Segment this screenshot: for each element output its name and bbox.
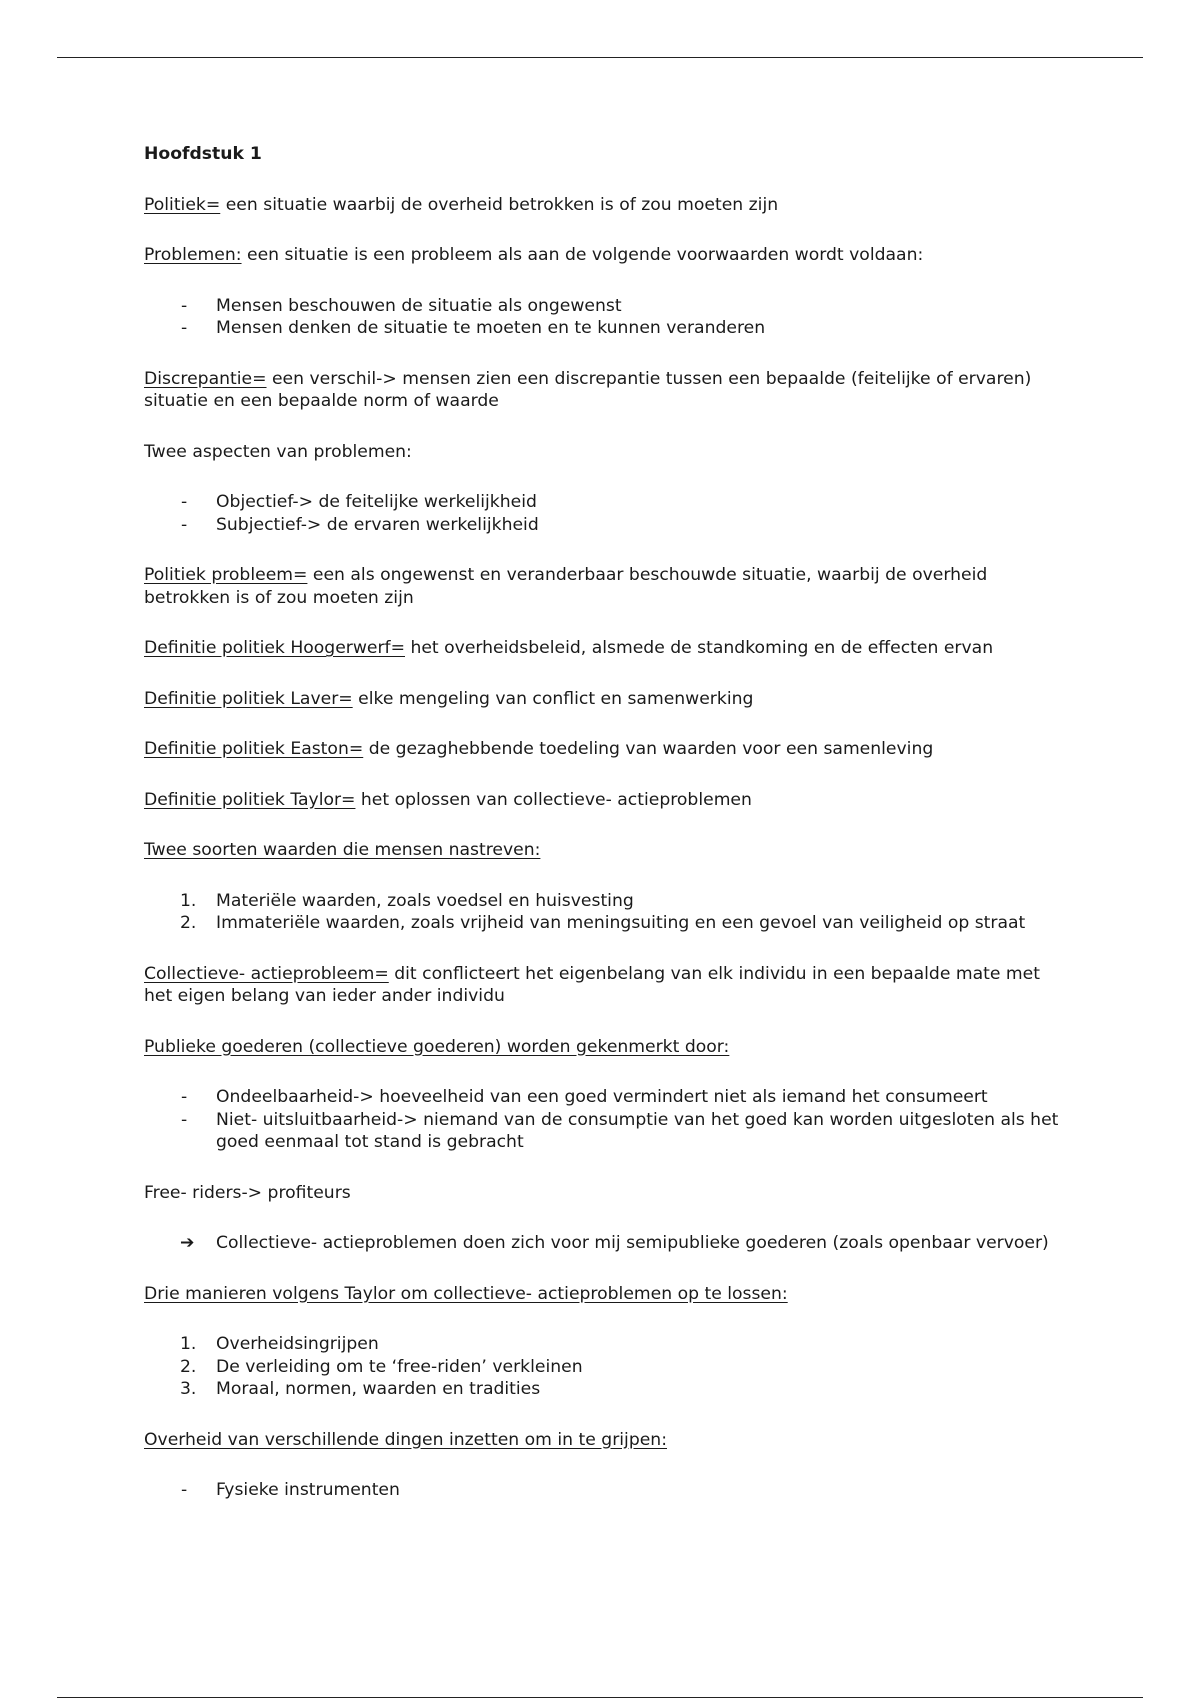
list-item: 2. Immateriële waarden, zoals vrijheid van meningsuiting en een gevoel van veiligheid op straat	[180, 913, 1026, 933]
manieren-list	[144, 1333, 1064, 1401]
definition-discrepantie	[144, 368, 1064, 413]
term: Collectieve- actieprobleem=	[144, 963, 389, 984]
definition-text: een als ongewenst en veranderbaar beschouwde situatie, waarbij de overheid betrokken is of zou moeten zijn	[144, 565, 988, 608]
definition-collectieve	[144, 963, 1064, 1008]
dash-bullet: -	[181, 492, 188, 512]
definition-politiek-probleem	[144, 564, 1064, 609]
dash-bullet: -	[181, 318, 188, 338]
definition-text: de gezaghebbende toedeling van waarden voor een samenleving	[363, 739, 934, 759]
list-item: - Ondeelbaarheid-> hoeveelheid van een goed vermindert niet als iemand het consumeert	[181, 1087, 988, 1107]
list-item: 3. Moraal, normen, waarden en tradities	[180, 1379, 541, 1399]
term: Definitie politiek Taylor=	[144, 789, 356, 810]
list-item: - Mensen denken de situatie te moeten en te kunnen veranderen	[181, 318, 766, 338]
dash-bullet: -	[181, 514, 188, 535]
definition-text: het oplossen van collectieve- actieproblemen	[355, 789, 752, 810]
dash-bullet: -	[181, 1087, 188, 1107]
definition-text: dit conflicteert het eigenbelang van elk individu in een bepaalde mate met het eigen belang van ieder ander individu	[144, 963, 1040, 1006]
publieke-list	[144, 1086, 1064, 1154]
arrow-icon: ➔	[180, 1233, 195, 1253]
term: Problemen:	[144, 245, 242, 265]
list-item: - Niet- uitsluitbaarheid-> niemand van de consumptie van het goed kan worden uitgesloten als het goed eenmaal tot stand is gebracht	[181, 1109, 1059, 1152]
aspecten-list	[144, 491, 1064, 536]
definition-hoogerwerf	[144, 637, 1064, 660]
list-item: ➔ Collectieve- actieproblemen doen zich voor mij semipublieke goederen (zoals openbaar vervoer)	[180, 1233, 1049, 1253]
problemen-list	[144, 295, 1064, 340]
definition-laver	[144, 688, 1064, 711]
drie-manieren-heading: Drie manieren volgens Taylor om collectieve- actieproblemen op te lossen:	[144, 1283, 788, 1304]
twee-aspecten-label: Twee aspecten van problemen:	[144, 441, 412, 462]
list-number: 1.	[180, 890, 197, 911]
list-item: - Fysieke instrumenten	[181, 1480, 400, 1500]
waarden-list	[144, 890, 1064, 935]
list-number: 3.	[180, 1379, 197, 1399]
term: Discrepantie=	[144, 368, 267, 389]
list-item: - Mensen beschouwen de situatie als ongewenst	[181, 295, 622, 316]
definition-problemen	[144, 244, 1064, 267]
overheid-list	[144, 1479, 1064, 1502]
term: Definitie politiek Laver=	[144, 688, 353, 709]
twee-soorten-heading: Twee soorten waarden die mensen nastreven:	[144, 840, 541, 860]
dash-bullet: -	[181, 295, 188, 316]
list-item: 1. Overheidsingrijpen	[180, 1334, 379, 1354]
page-bottom-rule	[57, 1697, 1143, 1698]
definition-easton	[144, 738, 1064, 761]
free-riders-line: Free- riders-> profiteurs	[144, 1182, 351, 1203]
arrow-list	[144, 1232, 1064, 1255]
overheid-heading: Overheid van verschillende dingen inzetten om in te grijpen:	[144, 1429, 667, 1450]
definition-text: een verschil-> mensen zien een discrepantie tussen een bepaalde (feitelijke of ervaren) situatie en een bepaalde norm of waarde	[144, 368, 1032, 411]
list-item: 2. De verleiding om te ‘free-riden’ verkleinen	[180, 1356, 583, 1377]
list-item: - Subjectief-> de ervaren werkelijkheid	[181, 514, 539, 535]
term: Definitie politiek Easton=	[144, 739, 364, 759]
list-number: 1.	[180, 1334, 197, 1354]
document-body	[144, 143, 1064, 1530]
dash-bullet: -	[181, 1109, 188, 1130]
list-number: 2.	[180, 913, 197, 933]
definition-politiek	[144, 194, 1064, 217]
list-item: - Objectief-> de feitelijke werkelijkheid	[181, 492, 537, 512]
definition-text: elke mengeling van conflict en samenwerking	[352, 688, 754, 709]
chapter-heading: Hoofdstuk 1	[144, 144, 262, 164]
term: Definitie politiek Hoogerwerf=	[144, 638, 405, 658]
term: Politiek=	[144, 194, 221, 215]
publieke-goederen-heading: Publieke goederen (collectieve goederen) worden gekenmerkt door:	[144, 1036, 730, 1057]
term: Politiek probleem=	[144, 565, 308, 585]
definition-taylor	[144, 789, 1064, 812]
definition-text: een situatie waarbij de overheid betrokken is of zou moeten zijn	[220, 194, 779, 215]
list-number: 2.	[180, 1356, 197, 1377]
list-item: 1. Materiële waarden, zoals voedsel en huisvesting	[180, 890, 634, 911]
definition-text: het overheidsbeleid, alsmede de standkoming en de effecten ervan	[405, 638, 994, 658]
definition-text: een situatie is een probleem als aan de volgende voorwaarden wordt voldaan:	[241, 245, 924, 265]
page-top-rule	[57, 57, 1143, 58]
dash-bullet: -	[181, 1480, 188, 1500]
